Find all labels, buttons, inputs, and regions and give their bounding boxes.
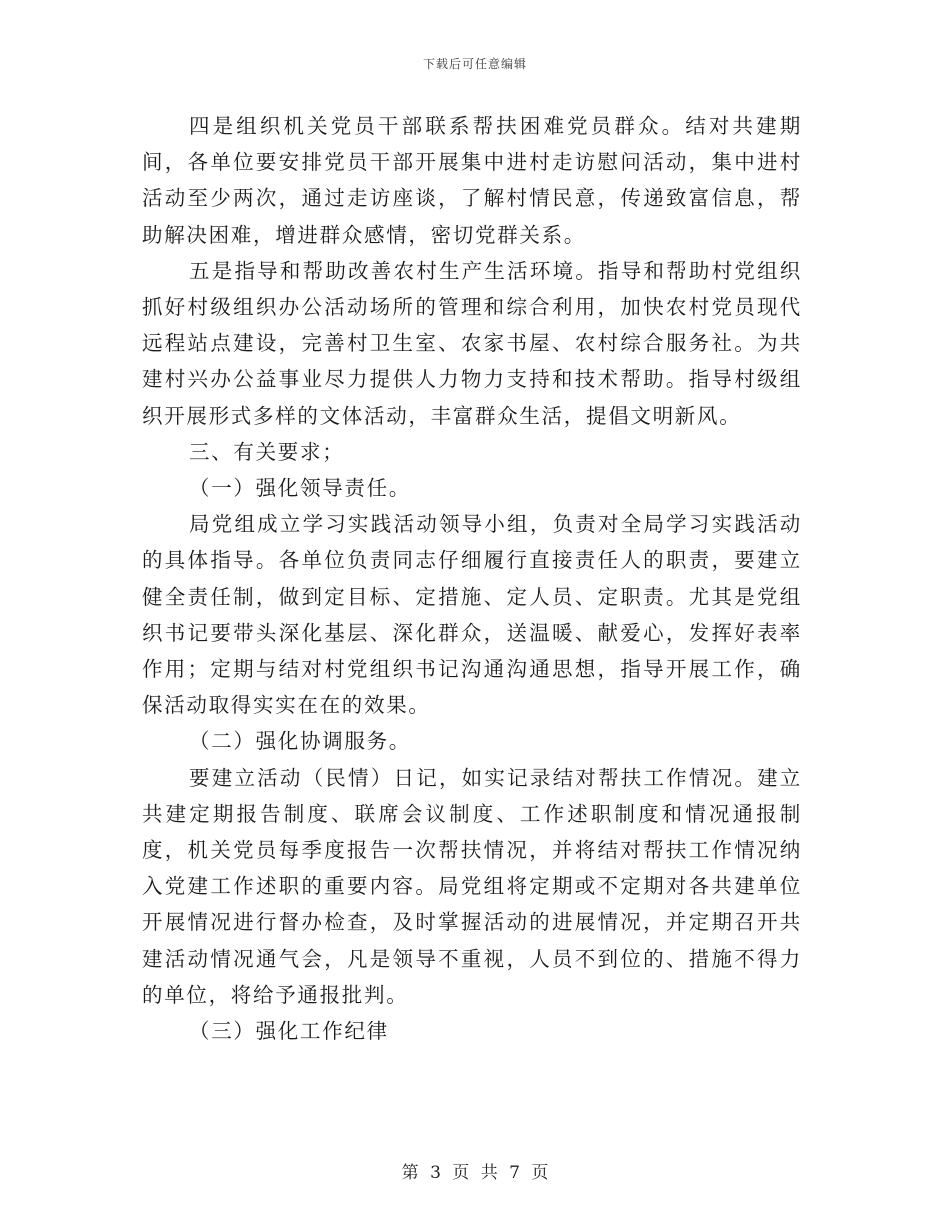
paragraph-leadership: 局党组成立学习实践活动领导小组，负责对全局学习实践活动的具体指导。各单位负责同志仔细履行直接责任人的职责，要建立健全责任制，做到定目标、定措施、定人员、定职责。尤其是党组织书记要带头深化基层、深化群众，送温暖、献爱心，发挥好表率作用；定期与结对村党组织书记沟通沟通思想，指导开展工作，确保活动取得实实在在的效果。 [142,512,802,718]
subheading-leadership: （一）强化领导责任。 [189,476,411,501]
subheading-coordination: （二）强化协调服务。 [189,729,411,754]
page-number-footer: 第 3 页 共 7 页 [401,1163,549,1183]
document-body [142,108,802,1049]
subheading-discipline: （三）强化工作纪律 [189,1019,389,1044]
paragraph-coordination: 要建立活动（民情）日记，如实记录结对帮扶工作情况。建立共建定期报告制度、联席会议制度、工作述职制度和情况通报制度，机关党员每季度报告一次帮扶情况，并将结对帮扶工作情况纳入党建工作述职的重要内容。局党组将定期或不定期对各共建单位开展情况进行督办检查，及时掌握活动的进展情况，并定期召开共建活动情况通气会，凡是领导不重视，人员不到位的、措施不得力的单位，将给予通报批判。 [142,765,802,1007]
section-heading-requirements: 三、有关要求； [189,439,345,464]
paragraph-item-5: 五是指导和帮助改善农村生产生活环境。指导和帮助村党组织抓好村级组织办公活动场所的管理和综合利用，加快农村党员现代远程站点建设，完善村卫生室、农家书屋、农村综合服务社。为共建村兴办公益事业尽力提供人力物力支持和技术帮助。指导村级组织开展形式多样的文体活动，丰富群众生活，提倡文明新风。 [142,258,802,428]
paragraph-item-4: 四是组织机关党员干部联系帮扶困难党员群众。结对共建期间，各单位要安排党员干部开展集中进村走访慰问活动，集中进村活动至少两次，通过走访座谈，了解村情民意，传递致富信息，帮助解决困难，增进群众感情，密切党群关系。 [142,114,802,247]
page-header: 下载后可任意编辑 [422,57,527,71]
